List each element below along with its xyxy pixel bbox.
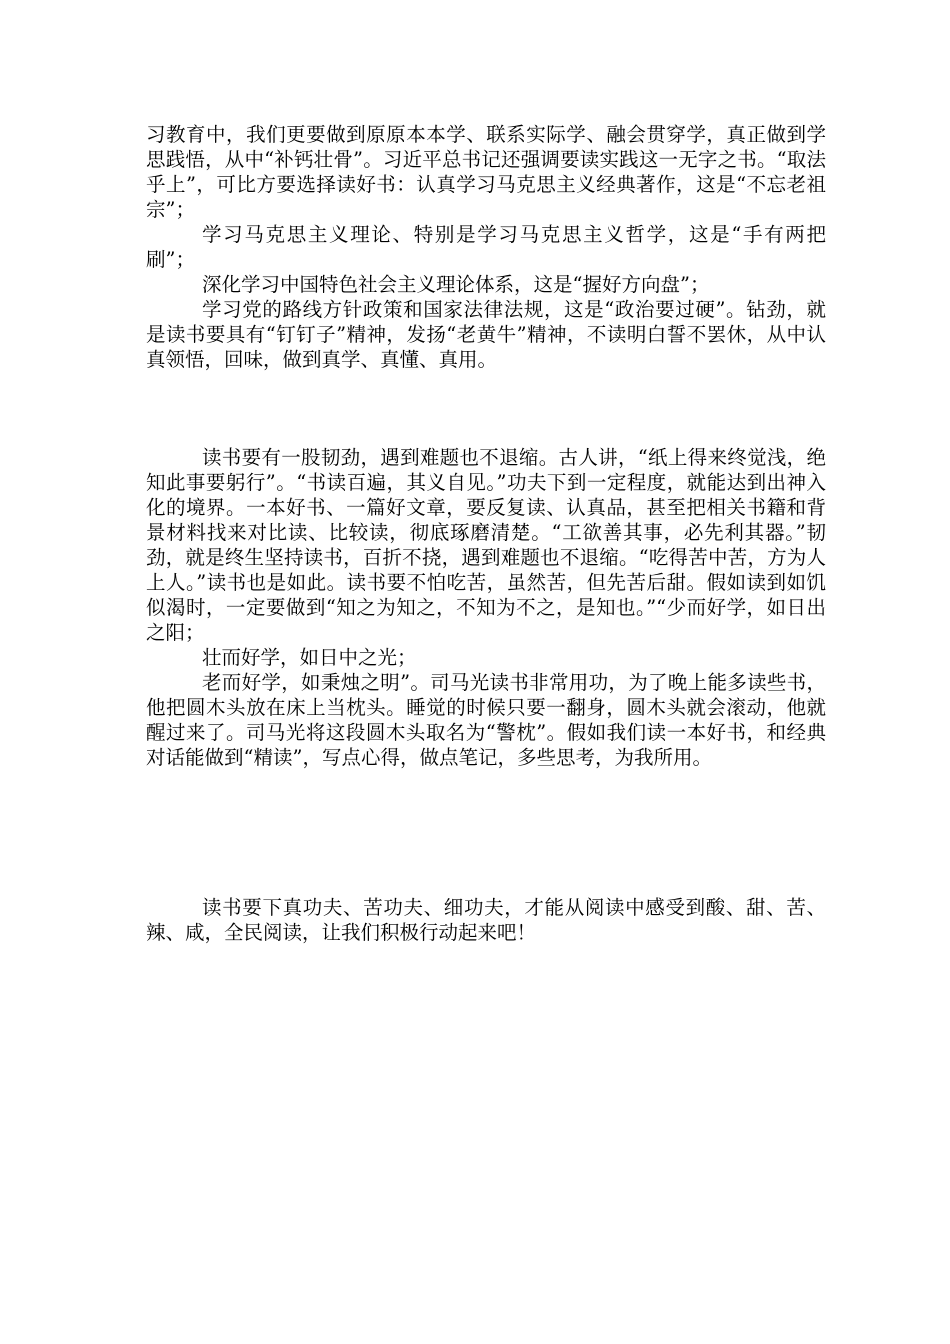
paragraph: 学习党的路线方针政策和国家法律法规，这是“政治要过硬”。钻劲，就是读书要具有“钉钉子”精神，发扬“老黄牛”精神，不读明白誓不罢休，从中认真领悟，回味，做到真学、真懂、真用。 [146, 298, 826, 371]
text-block-conclusion [146, 895, 826, 945]
paragraph: 深化学习中国特色社会主义理论体系，这是“握好方向盘”； [202, 273, 710, 296]
paragraph: 学习马克思主义理论、特别是学习马克思主义哲学，这是“手有两把刷”； [146, 223, 826, 271]
text-block-study-methods [146, 122, 826, 372]
paragraph: 习教育中，我们更要做到原原本本学、联系实际学、融会贯穿学，真正做到学思践悟，从中“补钙壮骨”。习近平总书记还强调要读实践这一无字之书。“取法乎上”，可比方要选择读好书：认真学习马克思主义经典著作，这是“不忘老祖宗”； [146, 123, 826, 221]
text-block-perseverance [146, 445, 826, 770]
paragraph: 读书要下真功夫、苦功夫、细功夫，才能从阅读中感受到酸、甜、苦、辣、咸，全民阅读，让我们积极行动起来吧！ [146, 896, 826, 944]
paragraph: 读书要有一股韧劲，遇到难题也不退缩。古人讲，“纸上得来终觉浅，绝知此事要躬行”。“书读百遍，其义自见。”功夫下到一定程度，就能达到出神入化的境界。一本好书、一篇好文章，要反复读、认真品，甚至把相关书籍和背景材料找来对比读、比较读，彻底琢磨清楚。“工欲善其事，必先利其器。”韧劲，就是终生坚持读书，百折不挠，遇到难题也不退缩。“吃得苦中苦，方为人上人。”读书也是如此。读书要不怕吃苦，虽然苦，但先苦后甜。假如读到如饥似渴时，一定要做到“知之为知之，不知为不之，是知也。”“少而好学，如日出之阳； [146, 446, 826, 644]
paragraph: 老而好学，如秉烛之明”。司马光读书非常用功，为了晚上能多读些书，他把圆木头放在床上当枕头。睡觉的时候只要一翻身，圆木头就会滚动，他就醒过来了。司马光将这段圆木头取名为“警枕”。假如我们读一本好书，和经典对话能做到“精读”，写点心得，做点笔记，多些思考，为我所用。 [146, 671, 826, 769]
paragraph: 壮而好学，如日中之光； [202, 646, 417, 669]
